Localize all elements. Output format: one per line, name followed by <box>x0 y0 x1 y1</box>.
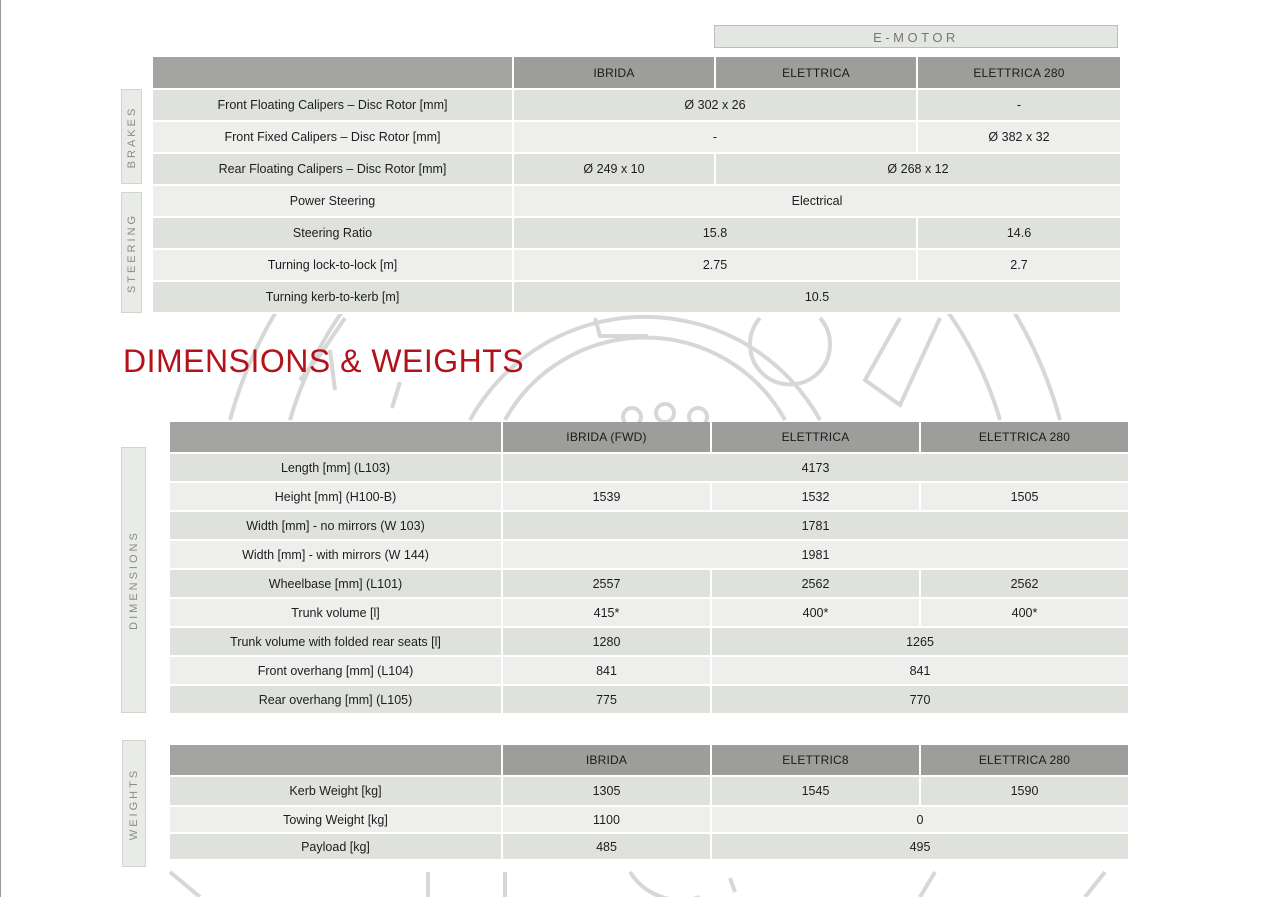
header-elettric8: ELETTRIC8 <box>711 745 920 776</box>
row-label: Trunk volume with folded rear seats [l] <box>170 627 502 656</box>
cell-value: 1505 <box>920 482 1129 511</box>
header-elettrica: ELETTRICA <box>711 422 920 453</box>
table-row <box>170 806 1129 833</box>
header-cell-empty <box>170 422 502 453</box>
table-row <box>153 185 1121 217</box>
cell-value: 0 <box>711 806 1129 833</box>
cell-value: 775 <box>502 685 711 714</box>
cell-value: 415* <box>502 598 711 627</box>
header-elettrica-280: ELETTRICA 280 <box>917 57 1121 89</box>
cell-value: 841 <box>711 656 1129 685</box>
section-title: DIMENSIONS & WEIGHTS <box>123 343 525 379</box>
cell-value: 1590 <box>920 776 1129 806</box>
row-label: Front Fixed Calipers – Disc Rotor [mm] <box>153 121 513 153</box>
cell-value: 1265 <box>711 627 1129 656</box>
cell-value: - <box>513 121 917 153</box>
cell-value: Ø 302 x 26 <box>513 89 917 121</box>
cell-value: 1539 <box>502 482 711 511</box>
cell-value: Electrical <box>513 185 1121 217</box>
table-header-row <box>170 422 1129 453</box>
header-cell-empty <box>153 57 513 89</box>
cell-value: Ø 268 x 12 <box>715 153 1121 185</box>
row-label: Turning kerb-to-kerb [m] <box>153 281 513 313</box>
row-label: Payload [kg] <box>170 833 502 860</box>
weights-table <box>170 745 1130 861</box>
cell-value: 1545 <box>711 776 920 806</box>
cell-value: 1781 <box>502 511 1129 540</box>
header-elettrica: ELETTRICA <box>715 57 917 89</box>
row-label: Front overhang [mm] (L104) <box>170 656 502 685</box>
table-row <box>170 776 1129 806</box>
table-row <box>153 249 1121 281</box>
cell-value: 485 <box>502 833 711 860</box>
cell-value: 2562 <box>711 569 920 598</box>
row-label: Trunk volume [l] <box>170 598 502 627</box>
cell-value: 14.6 <box>917 217 1121 249</box>
row-label: Wheelbase [mm] (L101) <box>170 569 502 598</box>
header-ibrida-fwd: IBRIDA (FWD) <box>502 422 711 453</box>
table-row <box>170 598 1129 627</box>
table-row <box>153 281 1121 313</box>
cell-value: - <box>917 89 1121 121</box>
cell-value: 10.5 <box>513 281 1121 313</box>
cell-value: 2557 <box>502 569 711 598</box>
cell-value: Ø 249 x 10 <box>513 153 715 185</box>
table-row <box>153 217 1121 249</box>
cell-value: Ø 382 x 32 <box>917 121 1121 153</box>
cell-value: 495 <box>711 833 1129 860</box>
row-label: Front Floating Calipers – Disc Rotor [mm] <box>153 89 513 121</box>
table-row <box>170 453 1129 482</box>
steering-side-label: STEERING <box>121 192 142 313</box>
cell-value: 1981 <box>502 540 1129 569</box>
cell-value: 2562 <box>920 569 1129 598</box>
header-cell-empty <box>170 745 502 776</box>
row-label: Width [mm] - with mirrors (W 144) <box>170 540 502 569</box>
table-header-row <box>170 745 1129 776</box>
page-left-edge <box>0 0 1 897</box>
table-row <box>170 482 1129 511</box>
cell-value: 15.8 <box>513 217 917 249</box>
weights-side-label: WEIGHTS <box>122 740 146 867</box>
header-elettrica-280: ELETTRICA 280 <box>920 745 1129 776</box>
table-row <box>170 540 1129 569</box>
row-label: Length [mm] (L103) <box>170 453 502 482</box>
cell-value: 1280 <box>502 627 711 656</box>
table-row <box>170 569 1129 598</box>
header-ibrida: IBRIDA <box>513 57 715 89</box>
e-motor-group-label: E-MOTOR <box>714 25 1118 48</box>
header-ibrida: IBRIDA <box>502 745 711 776</box>
row-label: Kerb Weight [kg] <box>170 776 502 806</box>
table-row <box>170 511 1129 540</box>
row-label: Towing Weight [kg] <box>170 806 502 833</box>
row-label: Power Steering <box>153 185 513 217</box>
row-label: Rear Floating Calipers – Disc Rotor [mm] <box>153 153 513 185</box>
cell-value: 1100 <box>502 806 711 833</box>
cell-value: 1532 <box>711 482 920 511</box>
row-label: Rear overhang [mm] (L105) <box>170 685 502 714</box>
table-row <box>153 89 1121 121</box>
cell-value: 400* <box>920 598 1129 627</box>
dimensions-side-label: DIMENSIONS <box>121 447 146 713</box>
table-row <box>170 685 1129 714</box>
cell-value: 841 <box>502 656 711 685</box>
cell-value: 2.7 <box>917 249 1121 281</box>
cell-value: 770 <box>711 685 1129 714</box>
row-label: Steering Ratio <box>153 217 513 249</box>
table-row <box>170 627 1129 656</box>
table-row <box>170 656 1129 685</box>
brakes-steering-table <box>153 57 1122 314</box>
brakes-side-label: BRAKES <box>121 89 142 184</box>
cell-value: 400* <box>711 598 920 627</box>
table-row <box>153 153 1121 185</box>
cell-value: 4173 <box>502 453 1129 482</box>
table-header-row <box>153 57 1121 89</box>
header-elettrica-280: ELETTRICA 280 <box>920 422 1129 453</box>
row-label: Height [mm] (H100-B) <box>170 482 502 511</box>
cell-value: 1305 <box>502 776 711 806</box>
table-row <box>170 833 1129 860</box>
row-label: Width [mm] - no mirrors (W 103) <box>170 511 502 540</box>
table-row <box>153 121 1121 153</box>
cell-value: 2.75 <box>513 249 917 281</box>
row-label: Turning lock-to-lock [m] <box>153 249 513 281</box>
dimensions-table <box>170 422 1130 715</box>
